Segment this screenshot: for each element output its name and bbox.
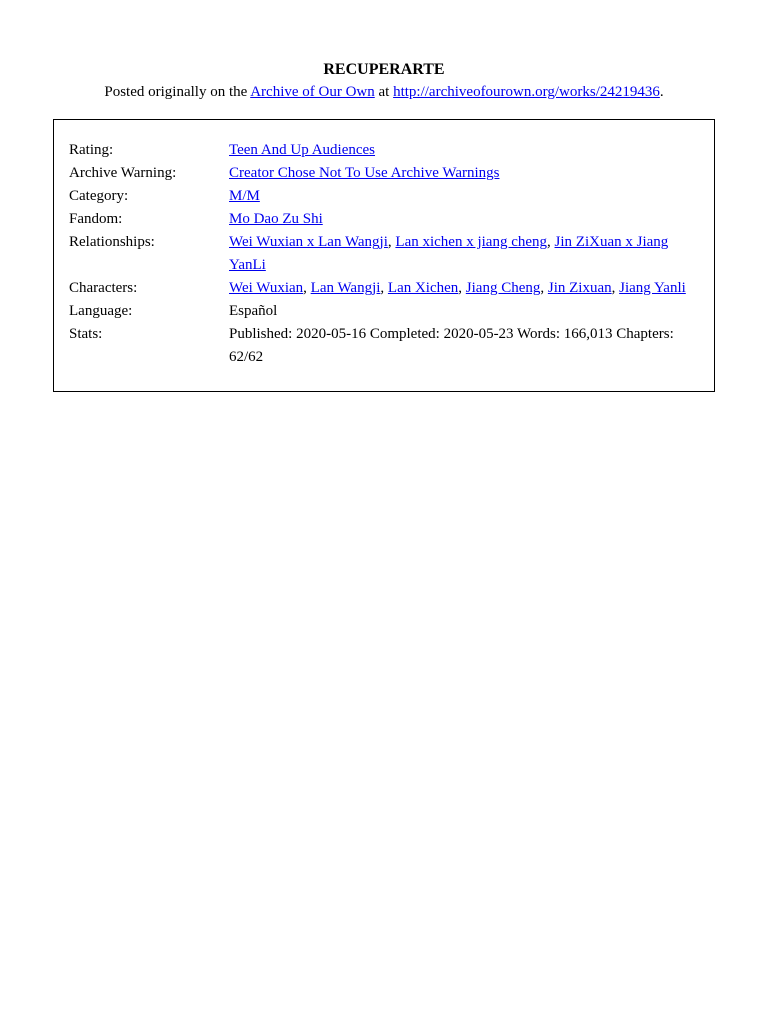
work-url-link[interactable]: http://archiveofourown.org/works/24219436 <box>393 84 660 100</box>
posted-prefix-text: Posted originally on the <box>104 84 251 100</box>
metadata-label: Stats: <box>69 326 103 342</box>
metadata-value <box>229 208 699 231</box>
metadata-value: Wei Wuxian, Lan Wangji, Lan Xichen, Jiang Cheng, Jin Zixuan, Jiang Yanli <box>229 280 686 296</box>
metadata-link[interactable]: Jiang Cheng <box>465 280 541 296</box>
metadata-label: Characters: <box>69 280 138 296</box>
metadata-label: Category: <box>69 188 129 204</box>
metadata-value: Published: 2020-05-16 Completed: 2020-05-23 Words: 166,013 Chapters: 62/62 <box>229 326 674 365</box>
archive-of-our-own-link[interactable]: Archive of Our Own <box>250 84 375 100</box>
metadata-link[interactable]: Teen And Up Audiences <box>229 142 376 158</box>
metadata-link[interactable]: Lan Xichen <box>387 280 459 296</box>
posted-line <box>0 82 768 102</box>
metadata-value: Español <box>229 303 278 319</box>
metadata-row <box>69 162 699 185</box>
metadata-link[interactable]: Jin Zixuan <box>547 280 612 296</box>
posted-terminator-text: . <box>659 84 664 100</box>
metadata-link[interactable]: Lan Wangji <box>310 280 381 296</box>
metadata-label: Rating: <box>69 142 114 158</box>
metadata-row <box>69 323 699 369</box>
metadata-label: Archive Warning: <box>69 165 177 181</box>
metadata-row <box>69 277 699 300</box>
metadata-row <box>69 208 699 231</box>
metadata-link[interactable]: Mo Dao Zu Shi <box>229 211 323 227</box>
metadata-row <box>69 139 699 162</box>
posted-connector-text: at <box>374 84 394 100</box>
metadata-box <box>53 119 715 392</box>
metadata-value: Wei Wuxian x Lan Wangji, Lan xichen x jiang cheng, Jin ZiXuan x Jiang YanLi <box>229 234 669 273</box>
metadata-table-body <box>69 139 699 369</box>
metadata-value <box>229 162 699 185</box>
metadata-label: Fandom: <box>69 211 123 227</box>
metadata-row <box>69 185 699 208</box>
metadata-link[interactable]: Wei Wuxian x Lan Wangji <box>229 234 388 250</box>
metadata-row <box>69 231 699 277</box>
metadata-row <box>69 300 699 323</box>
metadata-link[interactable]: Jin ZiXuan x Jiang YanLi <box>229 234 669 273</box>
metadata-link[interactable]: Jiang Yanli <box>619 280 686 296</box>
metadata-label: Language: <box>69 303 133 319</box>
metadata-value <box>229 185 699 208</box>
metadata-value <box>229 139 699 162</box>
metadata-link[interactable]: Wei Wuxian <box>229 280 304 296</box>
metadata-link[interactable]: M/M <box>229 188 260 204</box>
metadata-label: Relationships: <box>69 234 155 250</box>
metadata-table <box>69 139 699 369</box>
metadata-link[interactable]: Lan xichen x jiang cheng <box>395 234 548 250</box>
work-title: RECUPERARTE <box>323 61 445 78</box>
metadata-link[interactable]: Creator Chose Not To Use Archive Warnings <box>229 165 500 181</box>
